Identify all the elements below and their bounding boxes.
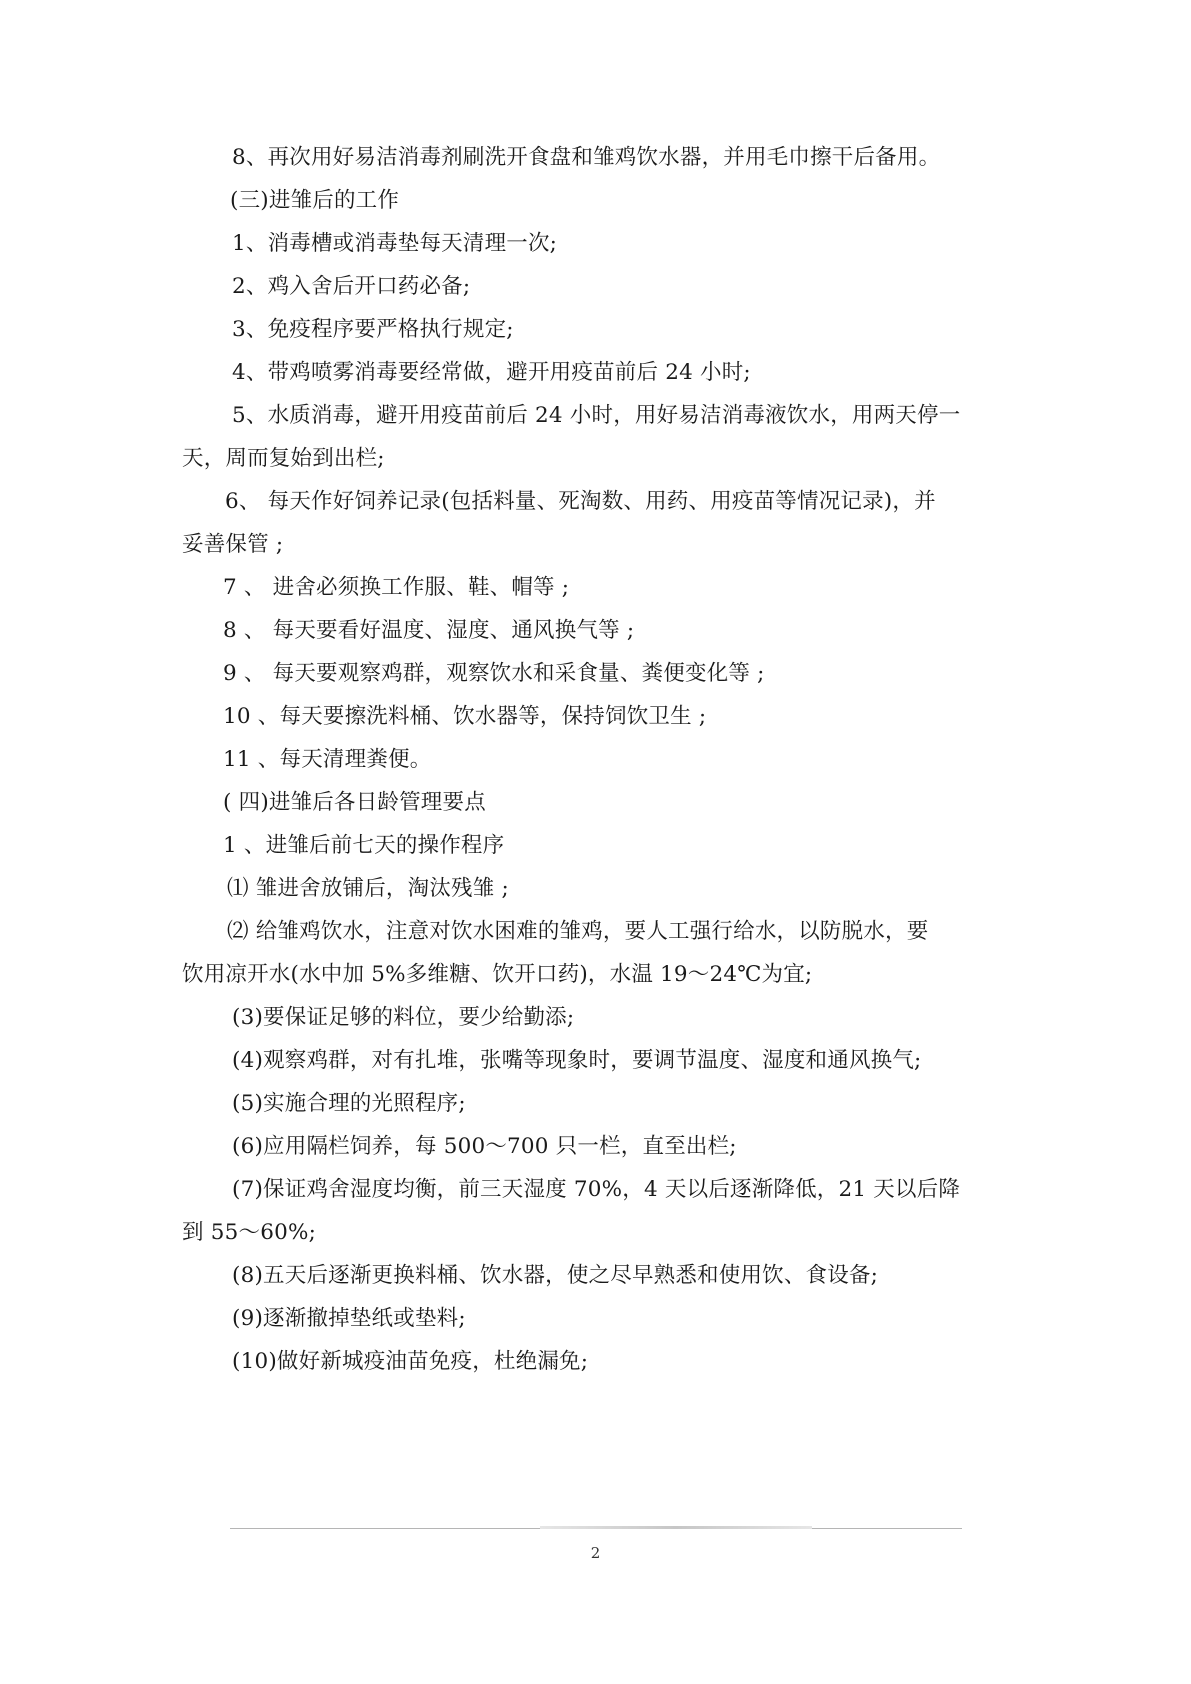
text-line: (10)做好新城疫油苗免疫，杜绝漏免; <box>232 1349 589 1374</box>
text-line: ⑴ 雏进舍放铺后，淘汰残雏 ; <box>227 876 509 901</box>
text-line: 1、消毒槽或消毒垫每天清理一次; <box>232 231 558 256</box>
text-line: 1 、进雏后前七天的操作程序 <box>223 833 505 858</box>
text-line: 8 、 每天要看好温度、湿度、通风换气等 ; <box>223 618 635 643</box>
footer-divider-shade <box>540 1526 812 1529</box>
text-line: 2、鸡入舍后开口药必备; <box>232 274 471 299</box>
text-line: (6)应用隔栏饲养，每 500～700 只一栏，直至出栏; <box>232 1134 737 1159</box>
text-line: (9)逐渐撤掉垫纸或垫料; <box>232 1306 466 1331</box>
text-line: 到 55～60%; <box>182 1220 317 1245</box>
text-line: ⑵ 给雏鸡饮水，注意对饮水困难的雏鸡，要人工强行给水，以防脱水，要 <box>227 919 929 944</box>
text-line: 11 、每天清理粪便。 <box>223 747 432 772</box>
text-line: 5、水质消毒，避开用疫苗前后 24 小时，用好易洁消毒液饮水，用两天停一 <box>232 403 961 428</box>
text-line: 10 、每天要擦洗料桶、饮水器等，保持饲饮卫生 ; <box>223 704 707 729</box>
text-line: (8)五天后逐渐更换料桶、饮水器，使之尽早熟悉和使用饮、食设备; <box>232 1263 879 1288</box>
text-line: 4、带鸡喷雾消毒要经常做，避开用疫苗前后 24 小时; <box>232 360 751 385</box>
text-line: (7)保证鸡舍湿度均衡，前三天湿度 70%，4 天以后逐渐降低，21 天以后降 <box>232 1177 961 1202</box>
text-line: (4)观察鸡群，对有扎堆，张嘴等现象时，要调节温度、湿度和通风换气; <box>232 1048 922 1073</box>
text-line: 3、免疫程序要严格执行规定; <box>232 317 514 342</box>
text-line: 6、 每天作好饲养记录(包括料量、死淘数、用药、用疫苗等情况记录)，并 <box>225 489 936 514</box>
text-line: 8、再次用好易洁消毒剂刷洗开食盘和雏鸡饮水器，并用毛巾擦干后备用。 <box>232 145 941 170</box>
text-line: 妥善保管 ; <box>182 532 284 557</box>
text-line: 饮用凉开水(水中加 5%多维糖、饮开口药)，水温 19～24℃为宜; <box>182 962 813 987</box>
section-heading: (三)进雏后的工作 <box>230 188 400 213</box>
text-line: 天，周而复始到出栏; <box>182 446 385 471</box>
text-line: (5)实施合理的光照程序; <box>232 1091 466 1116</box>
text-line: 9 、 每天要观察鸡群，观察饮水和采食量、粪便变化等 ; <box>223 661 765 686</box>
text-line: (3)要保证足够的料位，要少给勤添; <box>232 1005 575 1030</box>
section-heading: ( 四)进雏后各日龄管理要点 <box>223 790 486 815</box>
text-line: 7 、 进舍必须换工作服、鞋、帽等 ; <box>223 575 570 600</box>
page-number: 2 <box>590 1544 601 1562</box>
